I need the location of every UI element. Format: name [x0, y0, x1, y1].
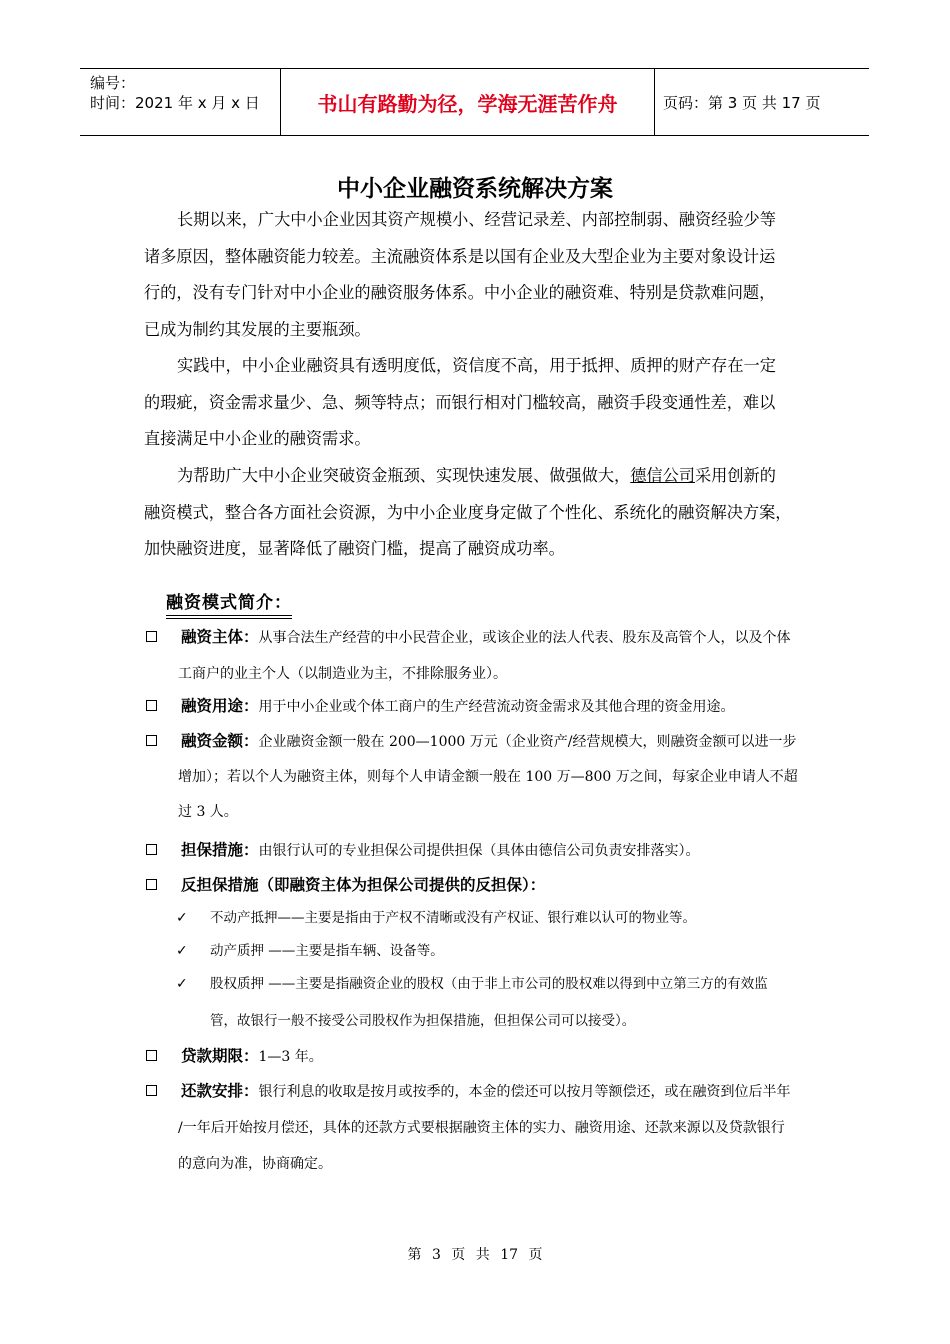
item-label: 反担保措施（即融资主体为担保公司提供的反担保）：	[181, 876, 546, 894]
item-label: 还款安排：	[181, 1082, 259, 1100]
item-label: 担保措施：	[181, 841, 259, 859]
sub-item-text: 不动产抵押——主要是指由于产权不清晰或没有产权证、银行难以认可的物业等。	[210, 910, 696, 926]
paragraph-line: 实践中，中小企业融资具有透明度低，资信度不高，用于抵押、质押的财产存在一定	[177, 356, 776, 375]
paragraph-line: 加快融资进度，显著降低了融资门槛，提高了融资成功率。	[144, 539, 565, 558]
checkmark-icon: ✓	[176, 910, 188, 926]
checkmark-icon: ✓	[176, 943, 188, 959]
checkbox-icon	[146, 700, 157, 711]
item-label: 贷款期限：	[181, 1047, 259, 1065]
paragraph-line: 的瑕疵，资金需求量少、急、频等特点；而银行相对门槛较高，融资手段变通性差，难以	[144, 392, 776, 412]
section-heading	[166, 588, 292, 616]
heading-underline	[166, 618, 292, 619]
paragraph-line: 行的，没有专门针对中小企业的融资服务体系。中小企业的融资难、特别是贷款难问题，	[144, 283, 776, 302]
checkbox-icon	[146, 1050, 157, 1061]
paragraph-text: 采用创新的	[695, 466, 776, 485]
sub-item-realty	[176, 906, 826, 930]
company-link[interactable]: 德信公司	[630, 466, 695, 485]
checkmark-icon: ✓	[176, 976, 188, 992]
item-text: 企业融资金额一般在 200—1000 万元（企业资产/经营规模大，则融资金额可以进一步	[258, 734, 797, 750]
item-label: 融资主体：	[181, 628, 259, 646]
list-item-purpose	[144, 694, 824, 719]
header-motto: 书山有路勤为径，学海无涯苦作舟	[281, 69, 655, 135]
paragraph-line	[144, 462, 824, 499]
item-text: 增加）；若以个人为融资主体，则每个人申请金额一般在 100 万—800 万之间，每家企业申请人不超	[178, 769, 798, 785]
paragraph-line: 长期以来，广大中小企业因其资产规模小、经营记录差、内部控制弱、融资经验少等	[177, 210, 776, 229]
sub-item-text: 管，故银行一般不接受公司股权作为担保措施，但担保公司可以接受）。	[210, 1013, 636, 1029]
item-text: 工商户的业主个人（以制造业为主，不排除服务业）。	[178, 666, 507, 682]
header-page-info: 页码：第 3 页 共 17 页	[663, 93, 821, 112]
list-item-guarantee	[144, 838, 824, 863]
header-meta	[80, 69, 281, 135]
list-item-repayment	[144, 1079, 824, 1176]
paragraph-line: 已成为制约其发展的主要瓶颈。	[144, 319, 371, 339]
item-text: 从事合法生产经营的中小民营企业，或该企业的法人代表、股东及高管个人，以及个体	[258, 630, 791, 646]
item-text: 过 3 人。	[178, 804, 238, 820]
paragraph-line: 诸多原因，整体融资能力较差。主流融资体系是以国有企业及大型企业为主要对象设计运	[144, 246, 776, 266]
list-item-amount	[144, 729, 824, 824]
header-date: 时间：2021 年 x 月 x 日	[90, 94, 260, 112]
section-heading-text: 融资模式简介：	[166, 593, 292, 613]
item-text: 1—3 年。	[258, 1049, 323, 1065]
page-footer: 第 3 页 共 17 页	[407, 1247, 543, 1263]
checkbox-icon	[146, 1085, 157, 1096]
header-number: 编号：	[90, 74, 136, 92]
list-item-term	[144, 1044, 824, 1069]
paragraph-line: 直接满足中小企业的融资需求。	[144, 429, 371, 448]
list-item-subject	[144, 625, 824, 686]
document-title: 中小企业融资系统解决方案	[337, 176, 613, 202]
paragraph-3	[144, 462, 824, 572]
item-text: /一年后开始按月偿还，具体的还款方式要根据融资主体的实力、融资用途、还款来源以及贷款银行	[178, 1120, 785, 1136]
checkbox-icon	[146, 631, 157, 642]
item-text: 的意向为准，协商确定。	[178, 1156, 332, 1172]
item-label: 融资用途：	[181, 697, 259, 715]
item-text: 银行利息的收取是按月或按季的，本金的偿还可以按月等额偿还，或在融资到位后半年	[258, 1084, 791, 1100]
sub-item-equity	[176, 972, 826, 1033]
paragraph-2	[144, 352, 824, 462]
item-text: 由银行认可的专业担保公司提供担保（具体由德信公司负责安排落实）。	[258, 843, 700, 859]
item-text: 用于中小企业或个体工商户的生产经营流动资金需求及其他合理的资金用途。	[258, 699, 735, 715]
checkbox-icon	[146, 879, 157, 890]
sub-item-text: 动产质押 ——主要是指车辆、设备等。	[210, 943, 444, 959]
paragraph-text: 为帮助广大中小企业突破资金瓶颈、实现快速发展、做强做大，	[177, 466, 631, 485]
item-label: 融资金额：	[181, 732, 259, 750]
list-item-counter-guarantee	[144, 873, 824, 897]
page-header	[80, 68, 869, 136]
paragraph-line: 融资模式，整合各方面社会资源，为中小企业度身定做了个性化、系统化的融资解决方案，	[144, 502, 792, 522]
checkbox-icon	[146, 844, 157, 855]
checkbox-icon	[146, 735, 157, 746]
paragraph-1	[144, 206, 824, 352]
sub-item-text: 股权质押 ——主要是指融资企业的股权（由于非上市公司的股权难以得到中立第三方的有效监	[210, 976, 768, 992]
sub-item-chattel	[176, 939, 826, 963]
